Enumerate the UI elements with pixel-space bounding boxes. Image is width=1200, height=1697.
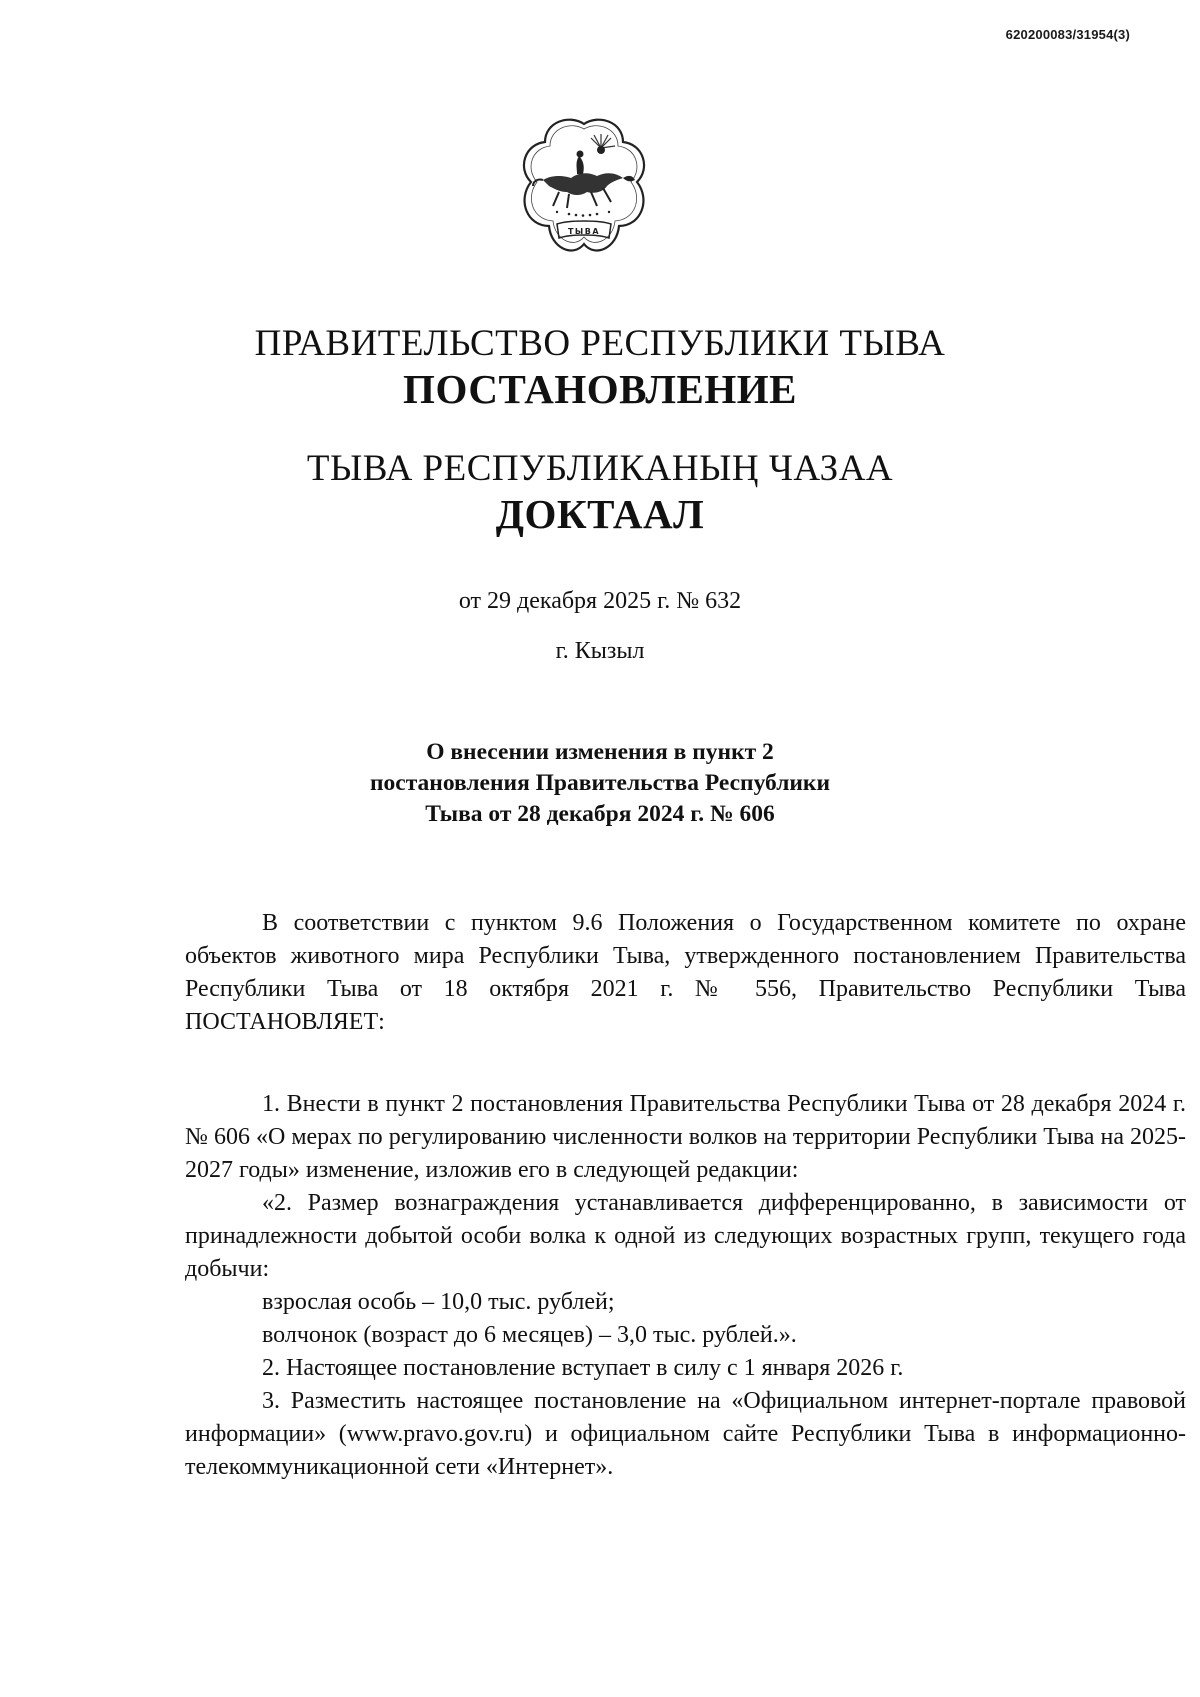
item-3-paragraph: 3. Разместить настоящее постановление на «Официальном интернет-портале правовой информации» (www.pravo.gov.ru) и официальном сайте Республики Тыва в информационно-телекоммуникационной сети «Интернет».	[185, 1388, 1186, 1480]
document-type-ru: ПОСТАНОВЛЕНИЕ	[403, 366, 797, 412]
document-type-tyv: ДОКТААЛ	[495, 491, 705, 537]
government-title-ru: ПРАВИТЕЛЬСТВО РЕСПУБЛИКИ ТЫВА	[254, 323, 946, 364]
resolution-body	[185, 1088, 1186, 1484]
subject-line: постановления Правительства Республики	[369, 770, 831, 796]
document-registration-number: 620200083/31954(3)	[1005, 27, 1130, 42]
preamble-paragraph	[185, 907, 1186, 1039]
subject-line: Тыва от 28 декабря 2024 г. № 606	[425, 801, 775, 827]
svg-text:ТЫВА: ТЫВА	[567, 227, 601, 236]
document-subject	[0, 737, 1200, 830]
document-date-number: от 29 декабря 2025 г. № 632	[458, 588, 742, 614]
document-city: г. Кызыл	[555, 638, 645, 664]
government-title-tyv: ТЫВА РЕСПУБЛИКАНЫҢ ЧАЗАА	[306, 448, 894, 489]
preamble-text: В соответствии с пунктом 9.6 Положения о Государственном комитете по охране объектов животного мира Республики Тыва, утвержденного постановлением Правительства Республики Тыва от 18 октября 2021 г. № 556, Правительство Республики Тыва ПОСТАНОВЛЯЕТ:	[185, 910, 1186, 1035]
item-1-adult-reward: взрослая особь – 10,0 тыс. рублей;	[262, 1289, 615, 1315]
item-2-paragraph: 2. Настоящее постановление вступает в силу с 1 января 2026 г.	[262, 1355, 904, 1381]
subject-line: О внесении изменения в пункт 2	[426, 739, 774, 765]
item-1-cub-reward: волчонок (возраст до 6 месяцев) – 3,0 тыс. рублей.».	[262, 1322, 797, 1348]
tyva-emblem-icon	[519, 116, 649, 266]
item-1-quote-paragraph: «2. Размер вознаграждения устанавливается дифференцированно, в зависимости от принадлежности добытой особи волка к одной из следующих возрастных групп, текущего года добычи:	[185, 1190, 1186, 1282]
item-1-paragraph: 1. Внести в пункт 2 постановления Правительства Республики Тыва от 28 декабря 2024 г. № 606 «О мерах по регулированию численности волков на территории Республики Тыва на 2025-2027 годы» изменение, изложив его в следующей редакции:	[185, 1091, 1186, 1183]
